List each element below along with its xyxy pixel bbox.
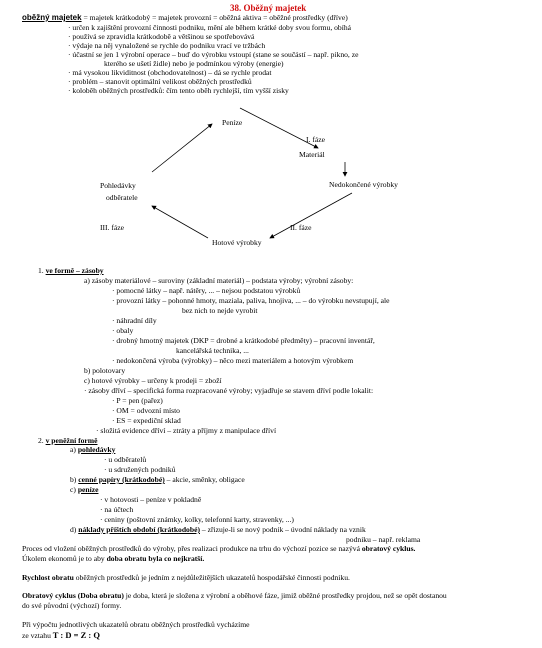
arrow-pohledavky-penize [152, 124, 212, 172]
s2b-label: cenné papíry (krátkodobé) [78, 475, 165, 484]
bullet-6: · problém – stanovit optimální velikost oběžných prostředků [68, 77, 252, 86]
p1-text: Proces od vložení oběžných prostředků do výroby, přes realizaci produkce na trhu do výchozí pozice se nazývá [22, 544, 362, 553]
cycle-diagram [0, 0, 542, 260]
cycle-hotove: Hotové výrobky [212, 238, 262, 247]
bullet-2: · používá se zpravidla krátkodobě a většinou se spotřebovává [68, 32, 255, 41]
term-obezny-majetek: oběžný majetek [22, 13, 82, 22]
section-2-number: 2. [38, 436, 44, 445]
section-2-d [70, 526, 366, 534]
s1a-item-5: · drobný hmotný majetek (DKP = drobné a krátkodobé předměty) – pracovní inventář, [112, 336, 375, 345]
p3-term: Obratový cyklus (Doba obratu) [22, 591, 124, 600]
s1a-item-2-cont: bez nich to nejde vyrobit [182, 306, 258, 315]
paragraph-3-line-1 [22, 592, 447, 600]
cycle-phase-3: III. fáze [100, 223, 125, 232]
s2a-prefix: a) [70, 445, 76, 454]
section-1-c: c) hotové výrobky – určeny k prodeji = zboží [84, 376, 222, 385]
s2a-label: pohledávky [77, 445, 116, 454]
bullet-4-cont: kterého se ušetí židle) nebo je podmínkou výroby (energie) [104, 59, 284, 68]
s1a-item-2: · provozní látky – pohonné hmoty, maziala, paliva, hnojiva, ... – do výrobku nevstupují, ale [112, 296, 390, 305]
section-1-evidence: · složitá evidence dříví – ztráty a příjmy z manipulace dříví [96, 426, 277, 435]
s2c-item-2: · na účtech [100, 505, 134, 514]
cycle-penize: Peníze [222, 118, 243, 127]
s1a-item-4: · obaly [112, 326, 134, 335]
cycle-material: Materiál [299, 150, 325, 159]
p3-text: je doba, která je složena z výrobní a oběhové fáze, jimiž oběžné prostředky projdou, než se opět dostanou [123, 591, 447, 600]
cycle-nedokoncene: Nedokončené výrobky [329, 180, 398, 189]
s2d-rest: – zřizuje-li se nový podnik – úvodní náklady na vznik [199, 525, 366, 534]
section-1-title: ve formě – zásoby [45, 266, 104, 275]
section-2-c [70, 486, 98, 494]
cycle-odberatele: odběratele [106, 193, 138, 202]
intro-definition: = majetek krátkodobý = majetek provozní = oběžná aktiva = oběžné prostředky (dříve) [81, 13, 348, 22]
section-2-title: v peněžní formě [45, 436, 98, 445]
section-2-b [70, 476, 245, 484]
s2d-cont: podniku – např. reklama [346, 535, 421, 544]
arrow-hotove-pohledavky [152, 206, 208, 238]
s2d-label: náklady příštích období (krátkodobé) [78, 525, 200, 534]
s1a-item-6: · nedokončená výroba (výrobky) – něco mezi materiálem a hotovým výrobkem [112, 356, 354, 365]
s2c-item-1: · v hotovosti – peníze v pokladně [100, 495, 202, 504]
s2b-rest: – akcie, směnky, obligace [164, 475, 245, 484]
page-title: 38. Oběžný majetek [230, 3, 307, 13]
bullet-4: · účastní se jen 1 výrobní operace – buď do výrobku vstoupí (stane se součástí – např. pikno, ze [68, 50, 359, 59]
s2c-item-3: · ceniny (poštovní známky, kolky, telefonní karty, stravenky, ...) [100, 515, 294, 524]
cycle-phase-2: II. fáze [290, 223, 312, 232]
p4-text: ze vztahu [22, 631, 53, 640]
s2a-item-2: · u sdružených podniků [104, 465, 176, 474]
paragraph-3-line-2: do své původní (výchozí) formy. [22, 601, 122, 610]
section-1-heading [38, 267, 104, 275]
bullet-1: · určen k zajištění provozní činnosti podniku, mění ale během krátké doby svou formu, obíhá [68, 23, 352, 32]
lokalita-om: · OM = odvozní místo [112, 406, 180, 415]
paragraph-4-line-2 [22, 631, 100, 640]
s1a-item-5-cont: kancelářská technika, ... [176, 346, 249, 355]
s2a-item-1: · u odběratelů [104, 455, 147, 464]
s2d-prefix: d) [70, 525, 77, 534]
lokalita-p: · P = pen (pařez) [112, 396, 163, 405]
paragraph-1-line-1 [22, 545, 415, 553]
section-1-number: 1. [38, 266, 44, 275]
paragraph-1-line-2 [22, 555, 204, 563]
p1-text-2: Úkolem ekonomů je to aby [22, 554, 107, 563]
p1-emphasis: doba obratu byla co nejkratší. [106, 554, 205, 563]
s2b-prefix: b) [70, 475, 77, 484]
section-2-heading [38, 437, 98, 445]
paragraph-4-line-1: Při výpočtu jednotlivých ukazatelů obratu oběžných prostředků vycházíme [22, 620, 250, 629]
bullet-7: · koloběh oběžných prostředků: čím tento oběh rychlejší, tím vyšší zisky [68, 86, 289, 95]
cycle-phase-1: I. fáze [306, 135, 325, 144]
bullet-5: · má vysokou likviditnost (obchodovatelnost) – dá se rychle prodat [68, 68, 272, 77]
s2c-prefix: c) [70, 485, 76, 494]
formula: T : D = Z : Q [52, 630, 100, 640]
section-2-a [70, 446, 115, 454]
s2c-label: peníze [77, 485, 99, 494]
s1a-item-3: · náhradní díly [112, 316, 157, 325]
section-1-a: a) zásoby materiálové – suroviny (základní materiál) – podstata výroby; výrobní zásoby: [84, 276, 354, 285]
section-1-zasoby-drivi: · zásoby dříví – specifická forma rozpracované výroby; vyjadřuje se stavem dříví podle lokalit: [84, 386, 374, 395]
bullet-3: · výdaje na něj vynaložené se rychle do podniku vrací ve tržbách [68, 41, 266, 50]
cycle-pohledavky: Pohledávky [100, 181, 136, 190]
paragraph-2 [22, 574, 350, 582]
lokalita-es: · ES = expediční sklad [112, 416, 181, 425]
p2-term: Rychlost obratu [22, 573, 74, 582]
p2-text: oběžných prostředků je jedním z nejdůležitějších ukazatelů hospodářské činnosti podniku. [73, 573, 350, 582]
p1-term: obratový cyklus. [361, 544, 416, 553]
s1a-item-1: · pomocné látky – např. nátěry, ... – nejsou podstatou výrobků [112, 286, 301, 295]
section-1-b: b) polotovary [84, 366, 126, 375]
